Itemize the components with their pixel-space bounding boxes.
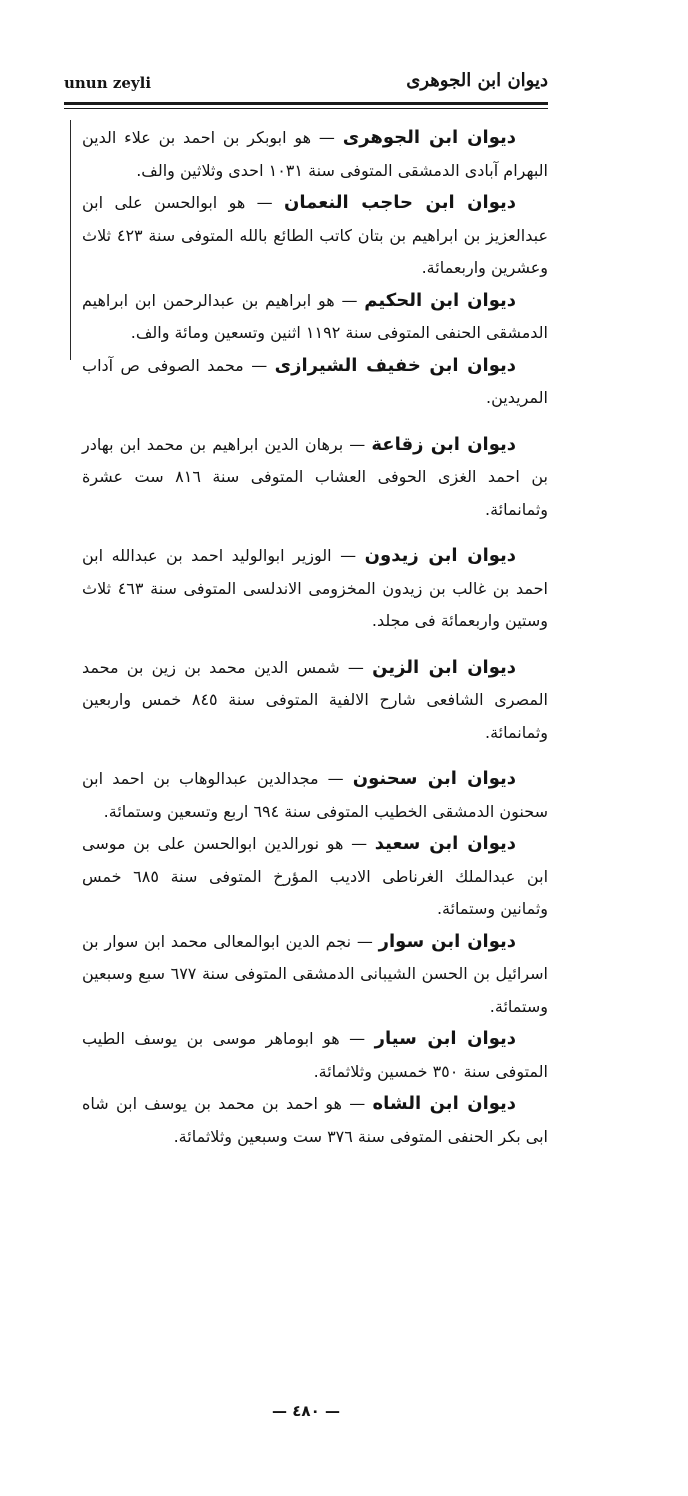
header-rule-thick bbox=[64, 102, 548, 105]
entry-body: مجدالدين عبدالوهاب بن احمد ابن سحنون الدمشقى الخطيب المتوفى سنة ٦٩٤ اربع وتسعين وستمائة. bbox=[82, 769, 548, 821]
entry-head: ديوان ابن حاجب النعمان bbox=[284, 192, 516, 213]
entry: ديوان ابن زيدون — الوزير ابوالوليد احمد بن عبدالله ابن احمد بن غالب بن زيدون المخزومى الاندلسى المتوفى سنة ٤٦٣ ثلاث وستين واربعمائة فى مجلد. bbox=[82, 545, 548, 630]
entry-body: هو نورالدين ابوالحسن على بن موسى ابن عبدالملك الغرناطى الاديب المؤرخ المتوفى سنة ٦٨٥ خمس وثمانين وستمائة. bbox=[82, 834, 549, 918]
entry-head: ديوان ابن سحنون bbox=[352, 768, 516, 789]
entry: ديوان ابن خفيف الشيرازى — محمد الصوفى ص آداب المريدين. bbox=[82, 354, 548, 407]
entry-body: هو ابوبكر بن احمد بن علاء الدين البهرام آبادى الدمشقى المتوفى سنة ١٠٣١ احدى وثلاثين والف. bbox=[82, 128, 548, 180]
page-number: — ٤٨٠ — bbox=[272, 1402, 340, 1420]
entry-body: هو ابوالحسن على ابن عبدالعزيز بن ابراهيم بن بتان كاتب الطائع بالله المتوفى سنة ٤٢٣ ثلاث وعشرين واربعمائة. bbox=[82, 193, 548, 277]
margin-line bbox=[70, 120, 71, 360]
header-right-title: ديوان ابن الجوهرى bbox=[406, 70, 548, 91]
entry: ديوان ابن الحكيم — هو ابراهيم بن عبدالرحمن ابن ابراهيم الدمشقى الحنفى المتوفى سنة ١١٩٢ اثنين وتسعين ومائة والف. bbox=[82, 289, 548, 342]
entry-head: ديوان ابن الشاه bbox=[372, 1093, 517, 1114]
entry: ديوان ابن زقاعة — برهان الدين ابراهيم بن محمد ابن بهادر بن احمد الغزى الحوفى العشاب المتوفى سنة ٨١٦ ست عشرة وثمانمائة. bbox=[82, 433, 548, 519]
entry-head: ديوان ابن سوار bbox=[378, 930, 517, 952]
entry-body: شمس الدين محمد بن زين بن محمد المصرى الشافعى شارح الالفية المتوفى سنة ٨٤٥ خمس واربعين وثمانمائة. bbox=[82, 657, 548, 742]
entry: ديوان ابن سوار — نجم الدين ابوالمعالى محمد ابن سوار بن اسرائيل بن الحسن الشيبانى الدمشقى المتوفى سنة ٦٧٧ سبع وسبعين وستمائة. bbox=[82, 930, 549, 1016]
entry-body: الوزير ابوالوليد احمد بن عبدالله ابن احمد بن غالب بن زيدون المخزومى الاندلسى المتوفى سنة ٤٦٣ ثلاث وستين واربعمائة فى مجلد. bbox=[82, 546, 548, 630]
entry: ديوان ابن سيار — هو ابوماهر موسى بن يوسف الطيب المتوفى سنة ٣٥٠ خمسين وثلاثمائة. bbox=[82, 1028, 548, 1081]
entry: ديوان ابن حاجب النعمان — هو ابوالحسن على ابن عبدالعزيز بن ابراهيم بن بتان كاتب الطائع بالله المتوفى سنة ٤٢٣ ثلاث وعشرين واربعمائة. bbox=[82, 192, 548, 277]
entry-head: ديوان ابن زقاعة bbox=[371, 433, 517, 455]
entry-body: نجم الدين ابوالمعالى محمد ابن سوار بن اسرائيل بن الحسن الشيبانى الدمشقى المتوفى سنة ٦٧٧ سبع وسبعين وستمائة. bbox=[82, 931, 549, 1016]
entry: ديوان ابن سعيد — هو نورالدين ابوالحسن على بن موسى ابن عبدالملك الغرناطى الاديب المؤرخ المتوفى سنة ٦٨٥ خمس وثمانين وستمائة. bbox=[82, 833, 549, 918]
entry: ديوان ابن الزين — شمس الدين محمد بن زين بن محمد المصرى الشافعى شارح الالفية المتوفى سنة ٨٤٥ خمس واربعين وثمانمائة. bbox=[82, 656, 548, 742]
entry-body: برهان الدين ابراهيم بن محمد ابن بهادر بن احمد الغزى الحوفى العشاب المتوفى سنة ٨١٦ ست عشرة وثمانمائة. bbox=[82, 434, 548, 519]
entry-head: ديوان ابن زيدون bbox=[364, 545, 517, 566]
entry-body: محمد الصوفى ص آداب المريدين. bbox=[82, 355, 548, 407]
entries-list bbox=[82, 122, 548, 1153]
entry-body: هو ابوماهر موسى بن يوسف الطيب المتوفى سنة ٣٥٠ خمسين وثلاثمائة. bbox=[82, 1029, 548, 1081]
entry-head: ديوان ابن خفيف الشيرازى bbox=[274, 354, 516, 376]
entry-head: ديوان ابن سيار bbox=[374, 1028, 516, 1049]
entry: ديوان ابن الجوهرى — هو ابوبكر بن احمد بن علاء الدين البهرام آبادى الدمشقى المتوفى سنة ١٠٣١ احدى وثلاثين والف. bbox=[82, 127, 548, 180]
running-header bbox=[64, 70, 548, 102]
entry-head: ديوان ابن الجوهرى bbox=[342, 127, 516, 148]
header-left-title: unun zeyli bbox=[64, 74, 152, 92]
entry-body: هو ابراهيم بن عبدالرحمن ابن ابراهيم الدمشقى الحنفى المتوفى سنة ١١٩٢ اثنين وتسعين ومائة والف. bbox=[82, 290, 548, 342]
entry-head: ديوان ابن الزين bbox=[372, 656, 517, 678]
entry-body: هو احمد بن محمد بن يوسف ابن شاه ابى بكر الحنفى المتوفى سنة ٣٧٦ ست وسبعين وثلاثمائة. bbox=[82, 1094, 548, 1146]
entry: ديوان ابن سحنون — مجدالدين عبدالوهاب بن احمد ابن سحنون الدمشقى الخطيب المتوفى سنة ٦٩٤ اربع وتسعين وستمائة. bbox=[82, 768, 548, 821]
entry: ديوان ابن الشاه — هو احمد بن محمد بن يوسف ابن شاه ابى بكر الحنفى المتوفى سنة ٣٧٦ ست وسبعين وثلاثمائة. bbox=[82, 1093, 548, 1146]
header-rule-thin bbox=[64, 108, 548, 109]
entry-head: ديوان ابن الحكيم bbox=[364, 289, 516, 311]
entry-head: ديوان ابن سعيد bbox=[374, 833, 517, 854]
